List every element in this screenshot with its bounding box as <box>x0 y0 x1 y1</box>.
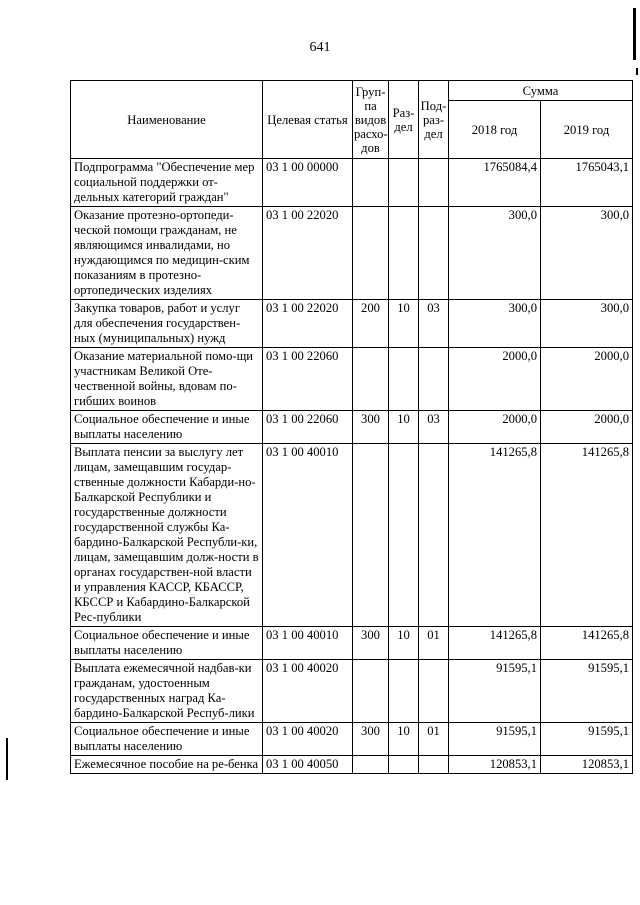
cell-sum-2019: 141265,8 <box>541 444 633 627</box>
cell-name: Социальное обеспечение и иные выплаты населению <box>71 723 263 756</box>
cell-section: 10 <box>389 627 419 660</box>
cell-subsection: 03 <box>419 411 449 444</box>
cell-name: Ежемесячное пособие на ре-бенка <box>71 756 263 774</box>
cell-section <box>389 444 419 627</box>
cell-sum-2019: 120853,1 <box>541 756 633 774</box>
cell-group: 200 <box>353 300 389 348</box>
cell-group <box>353 756 389 774</box>
cell-group <box>353 444 389 627</box>
cell-name: Социальное обеспечение и иные выплаты населению <box>71 627 263 660</box>
cell-sum-2018: 141265,8 <box>449 444 541 627</box>
cell-section: 10 <box>389 723 419 756</box>
cell-group <box>353 348 389 411</box>
cell-target: 03 1 00 40010 <box>263 627 353 660</box>
cell-target: 03 1 00 00000 <box>263 159 353 207</box>
cell-sum-2018: 91595,1 <box>449 723 541 756</box>
cell-group: 300 <box>353 627 389 660</box>
cell-group: 300 <box>353 411 389 444</box>
cell-subsection: 01 <box>419 723 449 756</box>
cell-name: Оказание протезно-ортопеди-ческой помощи гражданам, не являющимся инвалидами, но нуждающимся по медицин-ским показаниям в протезно-ортопедических изделиях <box>71 207 263 300</box>
cell-section <box>389 756 419 774</box>
cell-target: 03 1 00 40050 <box>263 756 353 774</box>
cell-name: Социальное обеспечение и иные выплаты населению <box>71 411 263 444</box>
cell-subsection: 01 <box>419 627 449 660</box>
cell-sum-2019: 91595,1 <box>541 723 633 756</box>
header-year-2019: 2019 год <box>541 101 633 159</box>
header-section: Раз-дел <box>389 81 419 159</box>
cell-sum-2018: 300,0 <box>449 300 541 348</box>
table-row <box>71 627 633 660</box>
cell-subsection <box>419 660 449 723</box>
cell-subsection <box>419 207 449 300</box>
cell-sum-2018: 91595,1 <box>449 660 541 723</box>
cell-sum-2018: 141265,8 <box>449 627 541 660</box>
cell-target: 03 1 00 40010 <box>263 444 353 627</box>
header-year-2018: 2018 год <box>449 101 541 159</box>
cell-sum-2018: 120853,1 <box>449 756 541 774</box>
cell-target: 03 1 00 22060 <box>263 411 353 444</box>
cell-target: 03 1 00 40020 <box>263 660 353 723</box>
table-row <box>71 660 633 723</box>
cell-sum-2019: 2000,0 <box>541 348 633 411</box>
cell-section: 10 <box>389 300 419 348</box>
cell-sum-2018: 2000,0 <box>449 411 541 444</box>
cell-subsection <box>419 444 449 627</box>
cell-subsection <box>419 756 449 774</box>
cell-target: 03 1 00 22020 <box>263 300 353 348</box>
cell-subsection <box>419 348 449 411</box>
page-number: 641 <box>309 40 331 55</box>
cell-name: Оказание материальной помо-щи участникам Великой Оте-чественной войны, вдовам по-гибших воинов <box>71 348 263 411</box>
cell-sum-2019: 300,0 <box>541 207 633 300</box>
scan-mark-top <box>633 8 636 60</box>
cell-group <box>353 660 389 723</box>
scan-mark-dot <box>636 68 638 75</box>
table-header <box>71 81 633 159</box>
cell-target: 03 1 00 40020 <box>263 723 353 756</box>
cell-sum-2019: 2000,0 <box>541 411 633 444</box>
header-sum: Сумма <box>449 81 633 101</box>
cell-sum-2019: 91595,1 <box>541 660 633 723</box>
table-row <box>71 207 633 300</box>
cell-name: Закупка товаров, работ и услуг для обеспечения государствен-ных (муниципальных) нужд <box>71 300 263 348</box>
cell-group: 300 <box>353 723 389 756</box>
cell-name: Выплата ежемесячной надбав-ки гражданам, удостоенным государственных наград Ка-бардино-Балкарской Респуб-лики <box>71 660 263 723</box>
table-row <box>71 723 633 756</box>
cell-section <box>389 348 419 411</box>
cell-subsection: 03 <box>419 300 449 348</box>
table-row <box>71 159 633 207</box>
header-name: Наименование <box>71 81 263 159</box>
table-row <box>71 348 633 411</box>
cell-target: 03 1 00 22060 <box>263 348 353 411</box>
table-row <box>71 444 633 627</box>
cell-group <box>353 159 389 207</box>
table-row <box>71 411 633 444</box>
cell-sum-2018: 2000,0 <box>449 348 541 411</box>
cell-sum-2019: 1765043,1 <box>541 159 633 207</box>
cell-group <box>353 207 389 300</box>
scan-mark-left <box>6 738 8 780</box>
cell-section <box>389 207 419 300</box>
budget-table <box>70 80 633 774</box>
cell-name: Выплата пенсии за выслугу лет лицам, замещавшим государ-ственные должности Кабарди-но-Балкарской Республики и государственные должности государственной службы Ка-бардино-Балкарской Республи-ки, лицам, замещавшим долж-ности в органах государствен-ной власти и управления КАССР, КБАССР, КБССР и Кабардино-Балкарской Рес-публики <box>71 444 263 627</box>
cell-sum-2018: 300,0 <box>449 207 541 300</box>
table-row <box>71 300 633 348</box>
cell-target: 03 1 00 22020 <box>263 207 353 300</box>
cell-section <box>389 159 419 207</box>
cell-sum-2019: 300,0 <box>541 300 633 348</box>
cell-section: 10 <box>389 411 419 444</box>
cell-section <box>389 660 419 723</box>
cell-subsection <box>419 159 449 207</box>
table-body <box>71 159 633 774</box>
table-row <box>71 756 633 774</box>
cell-sum-2019: 141265,8 <box>541 627 633 660</box>
header-target: Целевая статья <box>263 81 353 159</box>
cell-name: Подпрограмма "Обеспечение мер социальной поддержки от-дельных категорий граждан" <box>71 159 263 207</box>
cell-sum-2018: 1765084,4 <box>449 159 541 207</box>
header-subsection: Под-раз-дел <box>419 81 449 159</box>
header-group: Груп-па видов расхо-дов <box>353 81 389 159</box>
